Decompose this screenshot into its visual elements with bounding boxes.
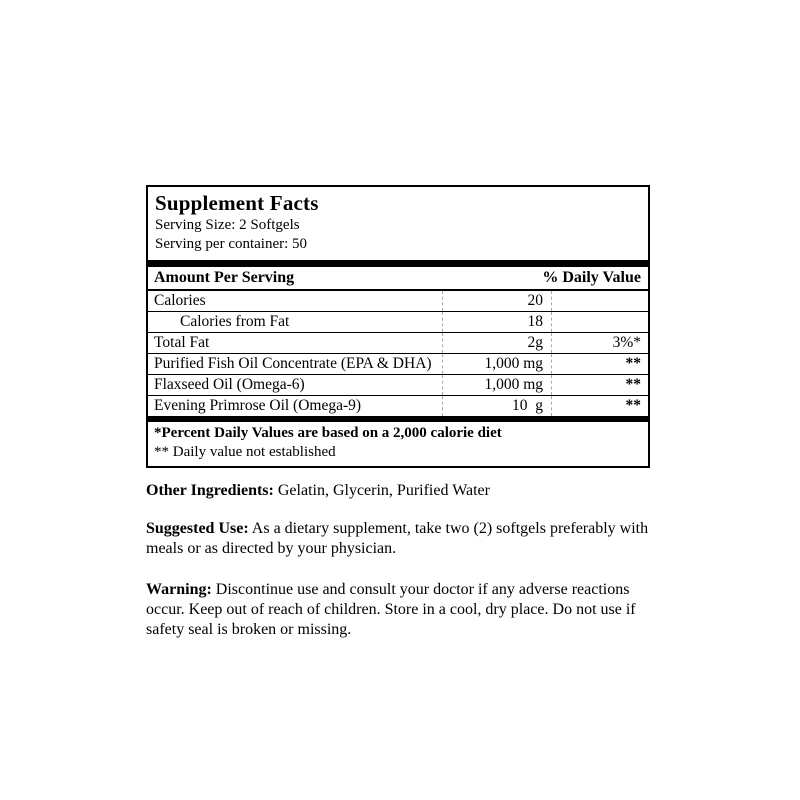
nutrient-name: Total Fat <box>154 334 210 351</box>
percent-daily-value-header: % Daily Value <box>542 269 641 286</box>
footnote-not-established: ** Daily value not established <box>154 444 336 460</box>
nutrient-daily-value: ** <box>625 376 641 393</box>
panel-header <box>148 187 648 260</box>
nutrient-daily-value <box>552 291 648 311</box>
nutrient-amount: 10 g <box>442 396 552 416</box>
column-header-row <box>148 267 648 291</box>
warning-text: Discontinue use and consult your doctor if any adverse reactions occur. Keep out of reach of children. Store in a cool, dry place. Do not use if safety seal is broken or missing. <box>146 581 636 638</box>
table-row-flaxseed-oil <box>148 374 648 395</box>
nutrient-name: Purified Fish Oil Concentrate (EPA & DHA) <box>154 355 432 372</box>
nutrient-amount: 1,000 mg <box>442 354 552 374</box>
suggested-use-text: As a dietary supplement, take two (2) softgels preferably with meals or as directed by your physician. <box>146 520 649 557</box>
other-ingredients-paragraph <box>146 481 658 501</box>
other-ingredients-label: Other Ingredients: <box>146 482 274 499</box>
table-row-total-fat <box>148 332 648 353</box>
supplement-facts-panel <box>146 185 650 468</box>
table-row-calories <box>148 291 648 311</box>
nutrient-name: Calories from Fat <box>180 313 290 330</box>
amount-per-serving-header: Amount Per Serving <box>154 269 295 286</box>
warning-paragraph <box>146 580 658 640</box>
nutrient-daily-value <box>552 312 648 332</box>
table-row-evening-primrose-oil <box>148 395 648 416</box>
footnote-percent-dv: *Percent Daily Values are based on a 2,000 calorie diet <box>154 425 502 441</box>
nutrient-daily-value: 3%* <box>612 334 641 351</box>
footnotes <box>148 416 648 466</box>
nutrient-amount: 2g <box>442 333 552 353</box>
table-row-fish-oil <box>148 353 648 374</box>
nutrient-name: Calories <box>154 292 206 309</box>
supplement-label <box>146 185 656 640</box>
nutrient-daily-value: ** <box>625 355 641 372</box>
warning-label: Warning: <box>146 581 212 598</box>
nutrient-daily-value: ** <box>625 397 641 414</box>
suggested-use-paragraph <box>146 519 658 559</box>
panel-title: Supplement Facts <box>155 191 319 215</box>
nutrient-name: Flaxseed Oil (Omega-6) <box>154 376 305 393</box>
servings-per-container: Serving per container: 50 <box>155 236 308 252</box>
table-row-calories-from-fat <box>148 311 648 332</box>
nutrient-amount: 18 <box>442 312 552 332</box>
other-ingredients-text: Gelatin, Glycerin, Purified Water <box>273 482 490 499</box>
nutrient-amount: 1,000 mg <box>442 375 552 395</box>
thick-rule-top <box>148 260 648 267</box>
suggested-use-label: Suggested Use: <box>146 520 249 537</box>
nutrient-name: Evening Primrose Oil (Omega-9) <box>154 397 362 414</box>
serving-size: Serving Size: 2 Softgels <box>155 217 300 233</box>
nutrient-amount: 20 <box>442 291 552 311</box>
